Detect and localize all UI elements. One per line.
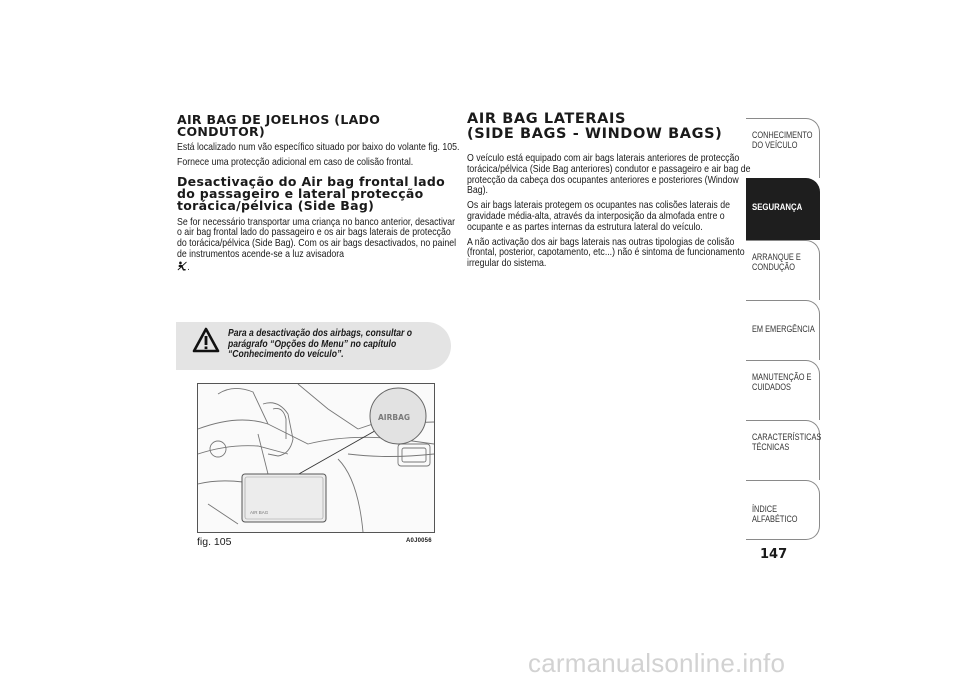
tab-manutencao[interactable]: [746, 360, 820, 420]
warning-triangle-icon: [192, 327, 220, 353]
airbag-off-warning-icon: [177, 261, 190, 273]
paragraph-deactivation-text: Se for necessário transportar uma criança no banco anterior, desactivar o air bag frontal lado do passageiro e os air bags laterais de protecção do torácica/pélvica (Side Bag). Com os air bags desactivados, no painel de instrumentos acende-se a luz avisadora: [177, 216, 457, 260]
right-column: [467, 112, 752, 270]
page-number: 147: [760, 547, 788, 562]
figure-label-large: AIRBAG: [378, 413, 411, 422]
figure-code: A0J0056: [406, 538, 432, 544]
tab-label: EM EMERGÊNCIA: [752, 324, 815, 334]
chapter-tabs: [746, 118, 820, 540]
paragraph-side-nonactivation: A não activação dos air bags laterais nas outras tipologias de colisão (frontal, posterior, capotamento, etc...) não é sintoma de funcionamento irregular do sistema.: [467, 236, 745, 270]
tab-conhecimento[interactable]: [746, 118, 820, 178]
tab-caracteristicas[interactable]: [746, 420, 820, 480]
heading-side-airbags-line1: AIR BAG LATERAIS: [467, 111, 627, 127]
watermark: carmanualsonline.info: [528, 648, 786, 678]
figure-knee-airbag: [197, 383, 435, 533]
tab-label: SEGURANÇA: [752, 202, 803, 213]
tab-arranque[interactable]: [746, 240, 820, 300]
tab-label: ÍNDICE ALFABÉTICO: [752, 504, 798, 524]
paragraph-deactivation: [177, 218, 461, 274]
paragraph-deactivation-end: .: [187, 261, 190, 273]
left-column: [177, 112, 460, 274]
tab-label: CONHECIMENTO DO VEÍCULO: [752, 130, 813, 150]
heading-deactivation: Desactivação do Air bag frontal lado do passageiro e lateral protecção torácica/pélvica (Side Bag): [177, 173, 446, 213]
paragraph-side-equipment: O veículo está equipado com air bags laterais anteriores de protecção torácica/pélvica (Side Bag anteriores) condutor e passageiro e air bag de protecção da cabeça dos ocupantes anteriores e posteriores (Window Bag).: [467, 153, 751, 197]
figure-label-small: AIR BAG: [250, 510, 269, 515]
tab-label: ARRANQUE E CONDUÇÃO: [752, 252, 801, 272]
heading-side-airbags: [467, 112, 752, 142]
tab-indice[interactable]: [746, 480, 820, 540]
heading-knee-airbag: AIR BAG DE JOELHOS (LADO CONDUTOR): [177, 112, 381, 139]
tab-seguranca[interactable]: [746, 178, 820, 240]
figure-caption: fig. 105: [197, 536, 232, 548]
tab-label: MANUTENÇÃO E CUIDADOS: [752, 372, 812, 392]
dashboard-illustration: [198, 384, 434, 532]
tab-emergencia[interactable]: [746, 300, 820, 360]
paragraph-side-protection: Os air bags laterais protegem os ocupantes nas colisões laterais de gravidade média-alta, através da interposição da almofada entre o ocupante e as partes internas da estrutura lateral do veículo.: [467, 200, 730, 233]
paragraph-knee-location: Está localizado num vão específico situado por baixo do volante fig. 105.: [177, 142, 460, 153]
paragraph-knee-protection: Fornece uma protecção adicional em caso de colisão frontal.: [177, 156, 414, 168]
heading-side-airbags-line2: (SIDE BAGS - WINDOW BAGS): [467, 126, 723, 142]
warning-text: Para a desactivação dos airbags, consultar o parágrafo “Opções do Menu” no capítulo “Conhecimento do veículo”.: [228, 328, 413, 360]
tab-label: CARACTERÍSTICAS TÉCNICAS: [752, 432, 822, 452]
warning-box: [176, 322, 451, 370]
